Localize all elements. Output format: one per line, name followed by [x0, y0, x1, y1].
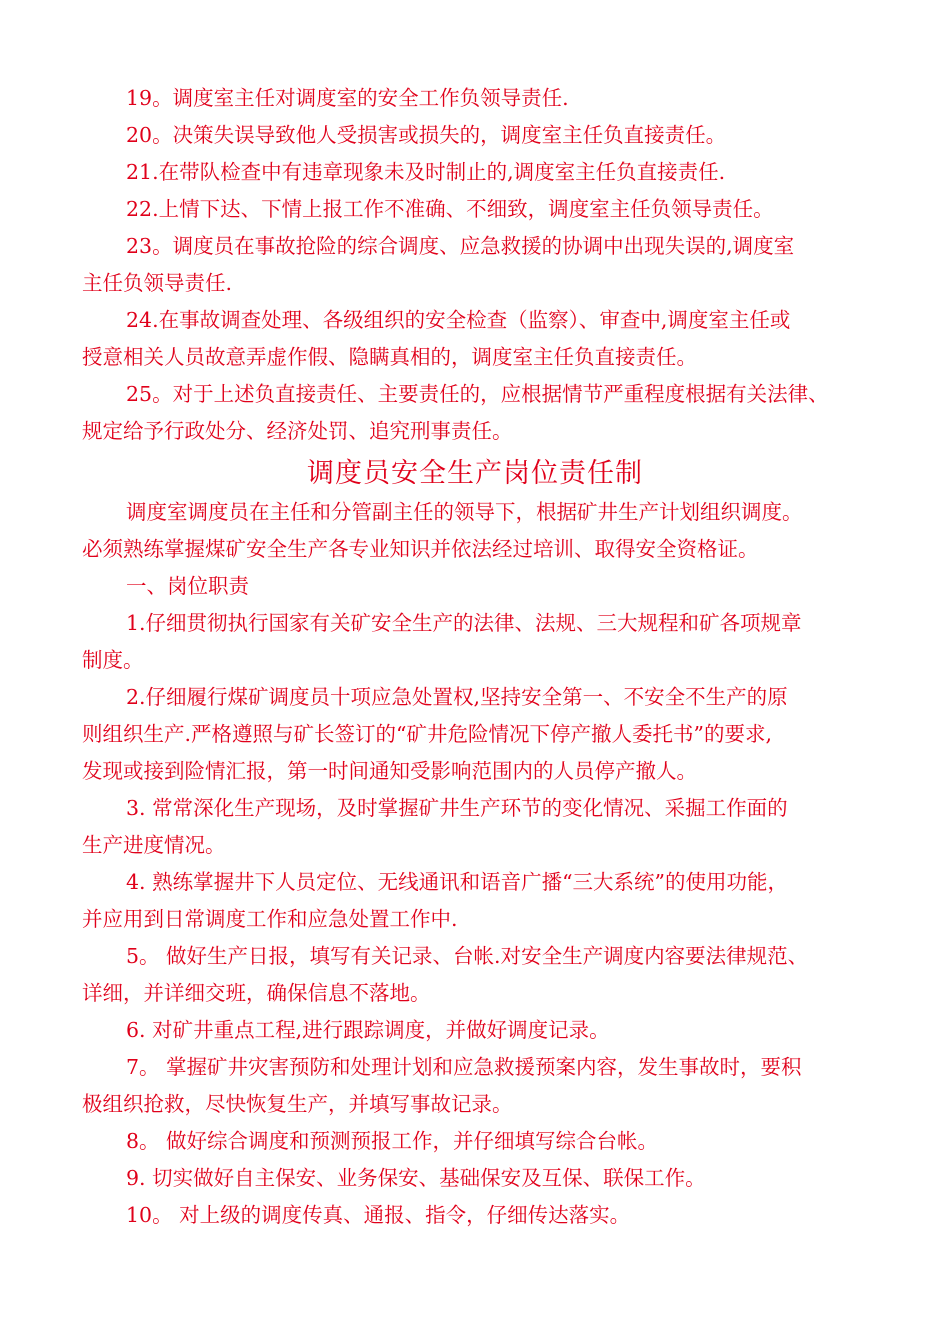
- text-line: 22.上情下达、下情上报工作不准确、不细致，调度室主任负领导责任。: [126, 197, 774, 221]
- text-line: 规定给予行政处分、经济处罚、追究刑事责任。: [82, 419, 513, 443]
- text-line: 极组织抢救，尽快恢复生产，并填写事故记录。: [82, 1092, 513, 1116]
- text-line: 4. 熟练掌握井下人员定位、无线通讯和语音广播“三大系统”的使用功能，: [126, 870, 789, 894]
- text-line: 调度室调度员在主任和分管副主任的领导下，根据矿井生产计划组织调度。: [126, 500, 803, 524]
- text-line: 6. 对矿井重点工程,进行跟踪调度，并做好调度记录。: [126, 1018, 610, 1042]
- text-line: 并应用到日常调度工作和应急处置工作中.: [82, 907, 458, 931]
- text-line: 授意相关人员故意弄虚作假、隐瞒真相的，调度室主任负直接责任。: [82, 345, 697, 369]
- responsibility-list-top: [82, 80, 882, 450]
- subsection-heading: 一、岗位职责: [126, 574, 249, 598]
- text-line: 生产进度情况。: [82, 833, 226, 857]
- section-title: 调度员安全生产岗位责任制: [307, 458, 643, 489]
- text-line: 发现或接到险情汇报，第一时间通知受影响范围内的人员停产撤人。: [82, 759, 697, 783]
- text-line: 9. 切实做好自主保安、业务保安、基础保安及互保、联保工作。: [126, 1166, 706, 1190]
- text-line: 必须熟练掌握煤矿安全生产各专业知识并依法经过培训、取得安全资格证。: [82, 537, 759, 561]
- text-line: 24.在事故调查处理、各级组织的安全检查（监察）、审查中,调度室主任或: [126, 308, 791, 332]
- text-line: 制度。: [82, 648, 144, 672]
- text-line: 则组织生产.严格遵照与矿长签订的“矿井危险情况下停产撤人委托书”的要求,: [82, 722, 772, 746]
- text-line: 详细，并详细交班，确保信息不落地。: [82, 981, 431, 1005]
- text-line: 25。对于上述负直接责任、主要责任的，应根据情节严重程度根据有关法律、: [126, 382, 829, 406]
- text-line: 21.在带队检查中有违章现象未及时制止的,调度室主任负直接责任.: [126, 160, 726, 184]
- text-line: 10。 对上级的调度传真、通报、指令，仔细传达落实。: [126, 1203, 631, 1227]
- text-line: 23。调度员在事故抢险的综合调度、应急救援的协调中出现失误的,调度室: [126, 234, 795, 258]
- text-line: 3. 常常深化生产现场，及时掌握矿井生产环节的变化情况、采掘工作面的: [126, 796, 788, 820]
- text-line: 5。 做好生产日报，填写有关记录、台帐.对安全生产调度内容要法律规范、: [126, 944, 809, 968]
- text-line: 2.仔细履行煤矿调度员十项应急处置权,坚持安全第一、不安全不生产的原: [126, 685, 788, 709]
- text-line: 20。决策失误导致他人受损害或损失的，调度室主任负直接责任。: [126, 123, 727, 147]
- text-line: 19。调度室主任对调度室的安全工作负领导责任.: [126, 86, 569, 110]
- text-line: 1.仔细贯彻执行国家有关矿安全生产的法律、法规、三大规程和矿各项规章: [126, 611, 802, 635]
- dispatcher-duties: [82, 494, 882, 1234]
- text-line: 8。 做好综合调度和预测预报工作，并仔细填写综合台帐。: [126, 1129, 659, 1153]
- text-line: 主任负领导责任.: [82, 271, 233, 295]
- text-line: 7。 掌握矿井灾害预防和处理计划和应急救援预案内容，发生事故时，要积: [126, 1055, 802, 1079]
